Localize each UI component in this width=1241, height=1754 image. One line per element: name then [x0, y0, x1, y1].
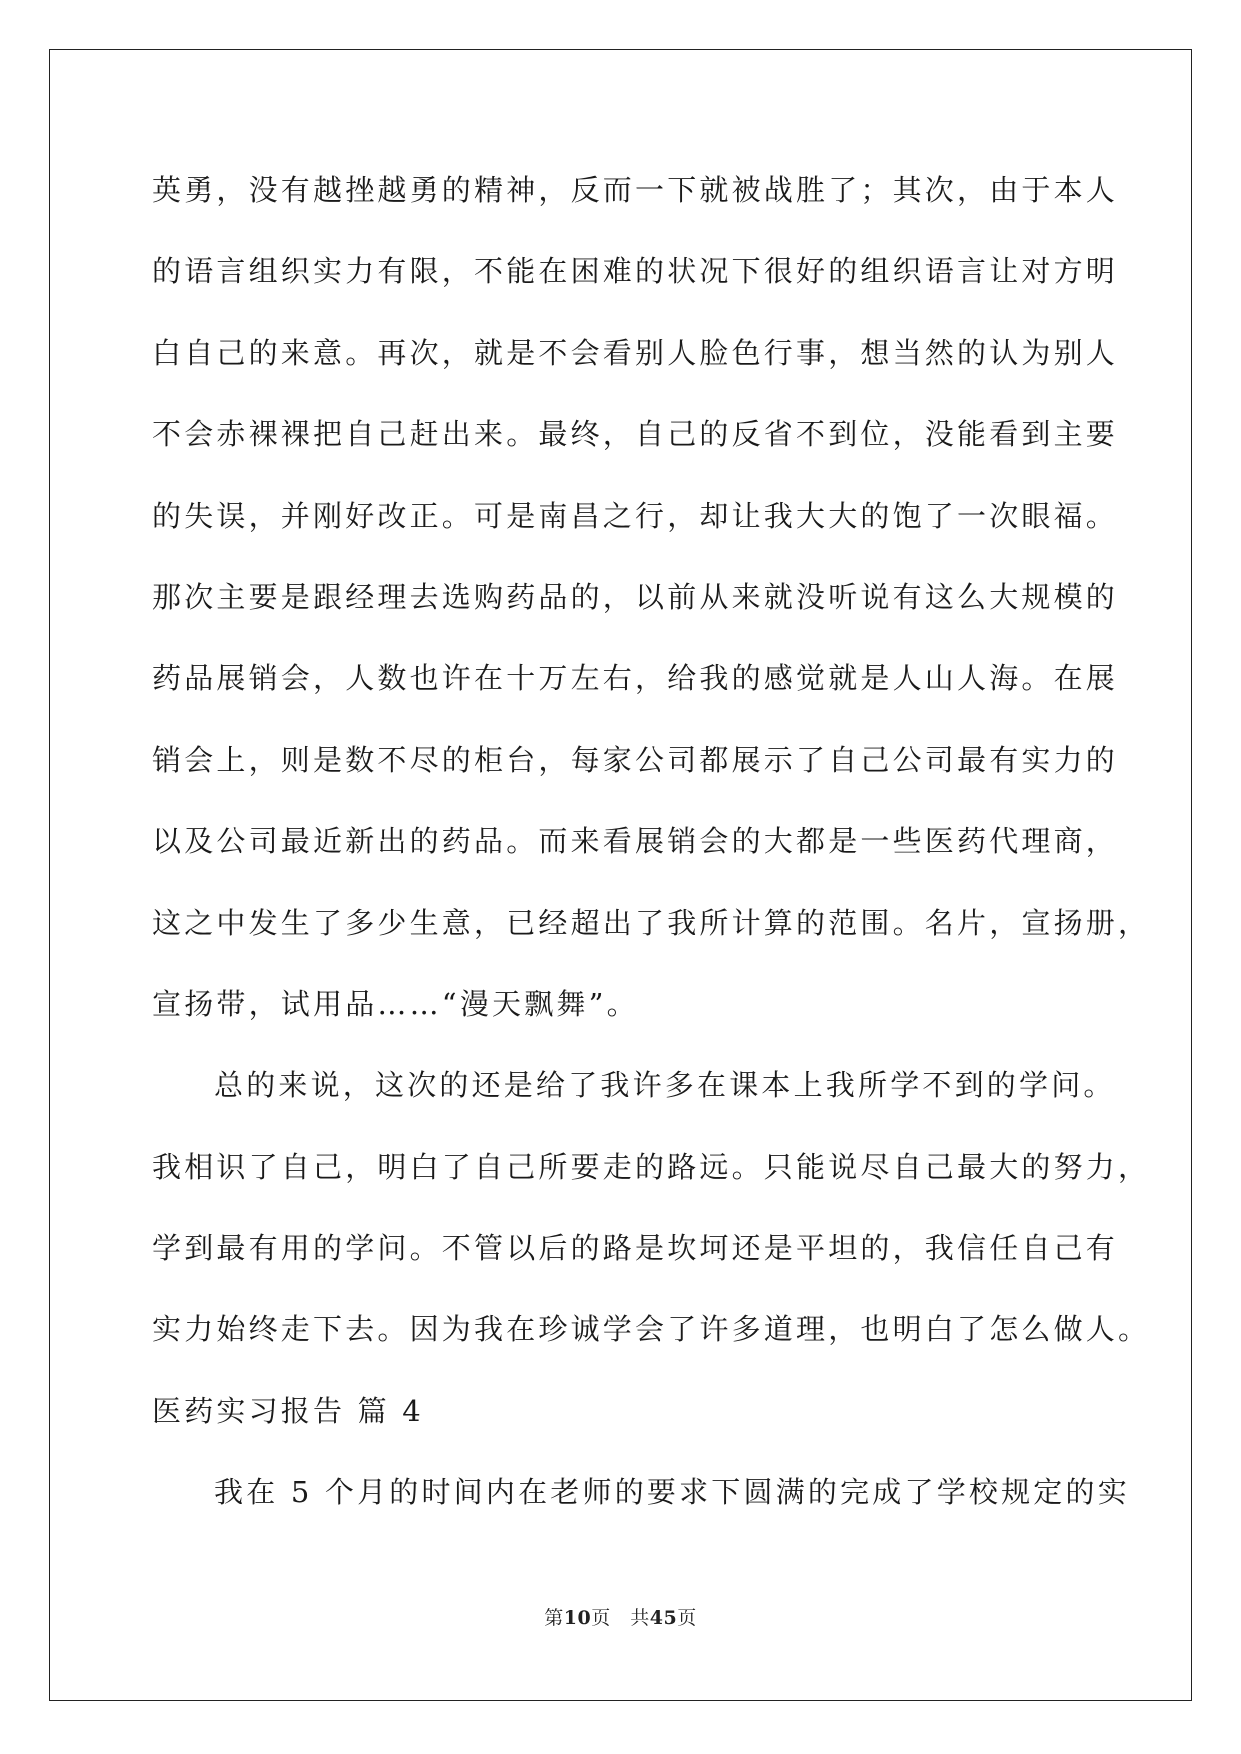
text-line: 不会赤裸裸把自己赶出来。最终，自己的反省不到位，没能看到主要 — [152, 417, 1119, 452]
text-line: 那次主要是跟经理去选购药品的，以前从来就没听说有这么大规模的 — [152, 579, 1119, 614]
text-line: 我在 5 个月的时间内在老师的要求下圆满的完成了学校规定的实 — [214, 1475, 1130, 1510]
footer-suffix: 页 — [677, 1607, 697, 1629]
current-page-number: 10 — [563, 1607, 592, 1629]
text-line: 医药实习报告 篇 4 — [152, 1393, 424, 1428]
text-line: 以及公司最近新出的药品。而来看展销会的大都是一些医药代理商， — [152, 824, 1119, 859]
text-line: 这之中发生了多少生意，已经超出了我所计算的范围。名片，宣扬册， — [152, 905, 1151, 940]
footer-mid: 页 共 — [591, 1607, 650, 1629]
text-line: 学到最有用的学问。不管以后的路是坎坷还是平坦的，我信任自己有 — [152, 1231, 1119, 1266]
text-line: 宣扬带，试用品……“漫天飘舞”。 — [152, 986, 639, 1021]
text-line: 我相识了自己，明白了自己所要走的路远。只能说尽自己最大的努力， — [152, 1149, 1151, 1184]
total-page-number: 45 — [649, 1607, 678, 1629]
text-line: 药品展销会，人数也许在十万左右，给我的感觉就是人山人海。在展 — [152, 661, 1119, 696]
text-line: 白自己的来意。再次，就是不会看别人脸色行事，想当然的认为别人 — [152, 335, 1119, 370]
text-line: 英勇，没有越挫越勇的精神，反而一下就被战胜了；其次，由于本人 — [152, 173, 1119, 207]
text-line: 总的来说，这次的还是给了我许多在课本上我所学不到的学问。 — [214, 1068, 1116, 1103]
text-line: 实力始终走下去。因为我在珍诚学会了许多道理，也明白了怎么做人。 — [152, 1312, 1151, 1347]
text-line: 的失误，并刚好改正。可是南昌之行，却让我大大的饱了一次眼福。 — [152, 498, 1119, 533]
page-footer — [0, 1603, 1241, 1630]
text-line: 的语言组织实力有限，不能在困难的状况下很好的组织语言让对方明 — [152, 254, 1119, 289]
document-body — [152, 160, 1151, 1544]
footer-prefix: 第 — [544, 1607, 564, 1629]
text-line: 销会上，则是数不尽的柜台，每家公司都展示了自己公司最有实力的 — [152, 742, 1119, 777]
